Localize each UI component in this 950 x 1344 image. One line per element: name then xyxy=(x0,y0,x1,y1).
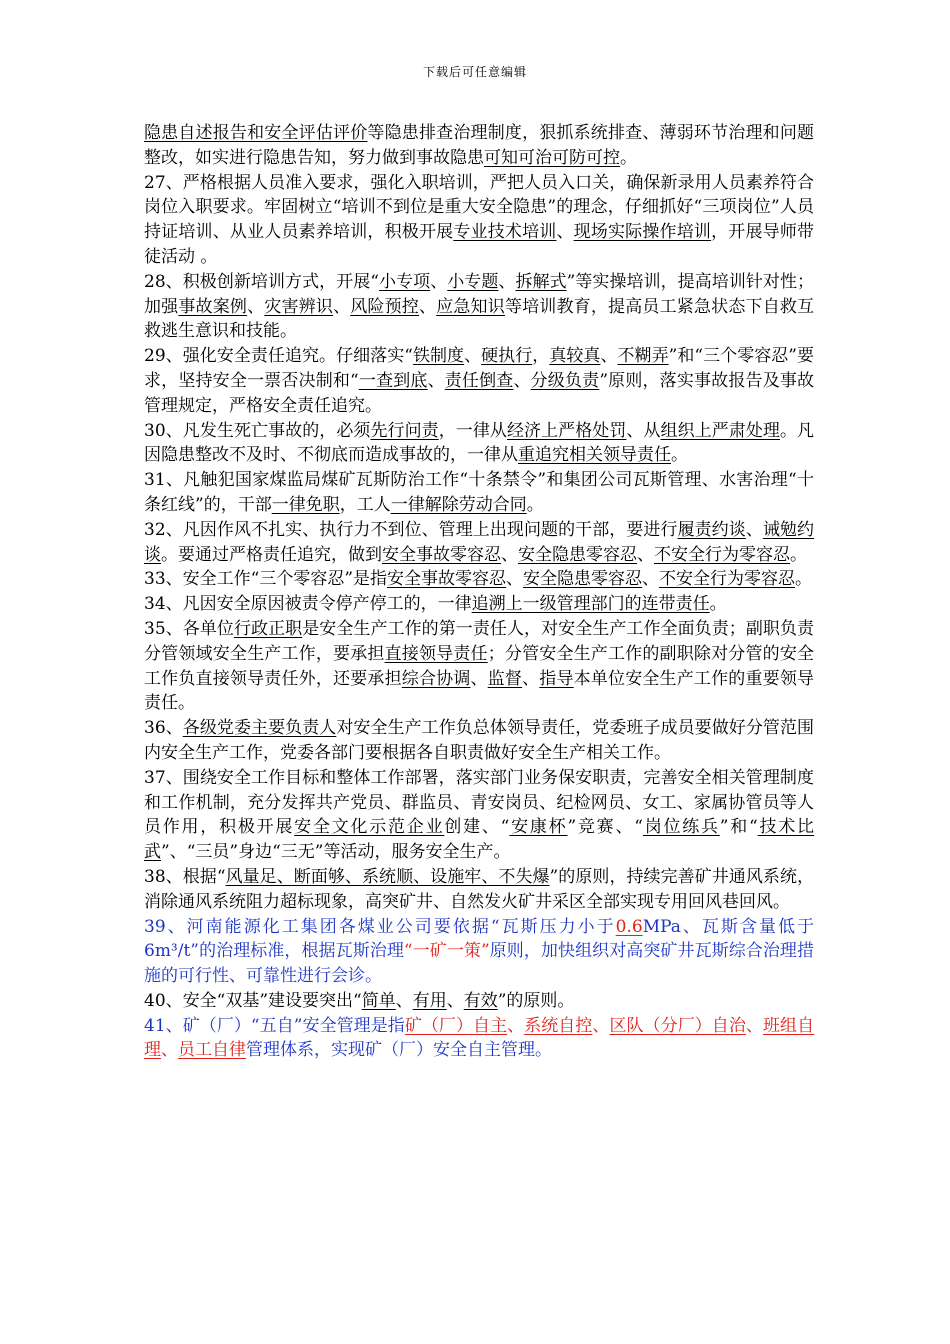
underlined-text: 现场实际操作培训 xyxy=(573,222,712,243)
body-text: 、 xyxy=(592,1015,610,1036)
body-text: 37、围绕安全工作目标和整体工作部署，落实部门业务保安职责，完善安全相关管理制度和工作机制，充分发挥共产党员、群监员、青安岗员、纪检网员、女工、家属协管员等人员作用，积极开展 xyxy=(144,767,814,838)
underlined-text: 一查到底 xyxy=(358,370,428,391)
body-text: 41、矿（厂）“五自”安全管理是指 xyxy=(144,1015,405,1036)
underlined-text: 监督 xyxy=(487,668,523,689)
body-text: 27、严格根据人员准入要求，强化入职培训，严把人员入口关，确保新录用人员素养符合岗位入职要求。牢固树立“培训不到位是重大安全隐患”的理念，仔细抓好“三项岗位”人员持证培训、从业人员素养培训，积极开展 xyxy=(144,172,814,243)
underlined-text: 风险预控 xyxy=(350,296,419,317)
body-text: 29、强化安全责任追究。仔细落实“ xyxy=(144,346,413,367)
body-text: 、 xyxy=(507,1015,525,1036)
underlined-text: 应急知识 xyxy=(436,296,505,317)
body-text: 。凡因隐患整改不及时、不彻底而造成事故的，一律从 xyxy=(144,420,815,466)
body-text: 28、积极创新培训方式，开展“ xyxy=(144,271,379,292)
body-text: 、 xyxy=(745,519,763,540)
underlined-text: 真较真 xyxy=(549,346,601,367)
body-text: 。 xyxy=(709,594,727,615)
underlined-text: 追溯上一级管理部门的连带责任 xyxy=(471,594,710,615)
paragraph-p31 xyxy=(144,468,814,518)
underlined-text: 拆解式 xyxy=(515,271,567,292)
paragraph-p40 xyxy=(144,989,814,1014)
body-text: 34、凡因安全原因被责令停产停工的，一律 xyxy=(144,594,472,615)
body-text: 等隐患排查治理制度，狠抓系统排查、薄弱环节治理和问题整改，如实进行隐患告知，努力做到事故隐患 xyxy=(144,123,815,168)
body-text: 、 xyxy=(333,296,351,317)
body-text: 、 xyxy=(506,569,524,590)
underlined-text: 安全事故零容忍 xyxy=(382,544,501,565)
body-text: 本单位安全生产工作的重要领导责任。 xyxy=(144,668,815,714)
body-text: 、从 xyxy=(626,420,661,441)
body-text: ，工人 xyxy=(339,494,391,515)
underlined-text: 有效 xyxy=(463,990,498,1011)
body-text: 40、安全“双基”建设要突出“ xyxy=(144,990,362,1011)
underlined-text: 系统自控 xyxy=(524,1015,593,1036)
underlined-text: 直接领导责任 xyxy=(384,643,488,664)
body-text: 、 xyxy=(522,668,540,689)
paragraph-p33 xyxy=(144,567,814,592)
paragraph-p36 xyxy=(144,716,814,766)
underlined-text: 风量足、断面够、系统顺、设施牢、不失爆 xyxy=(225,866,550,887)
underlined-text: 小专题 xyxy=(447,271,499,292)
underlined-text: 技术比武 xyxy=(144,817,815,863)
underlined-text: 不糊弄 xyxy=(617,346,669,367)
body-text: 、 xyxy=(161,1040,178,1061)
body-text: 。 xyxy=(671,445,688,466)
paragraph-p27 xyxy=(144,171,814,270)
underlined-text: 安康杯 xyxy=(509,817,568,838)
page-header: 下载后可任意编辑 xyxy=(422,65,527,79)
underlined-text: 可知可治可防可控 xyxy=(484,147,620,168)
body-text: 、 xyxy=(464,346,482,367)
paragraph-p28 xyxy=(144,270,814,344)
body-text: ”的原则，持续完善矿井通风系统，消除通风系统阻力超标现象，高突矿井、自然发火矿井采区全部实现专用回风巷回风。 xyxy=(144,866,814,912)
paragraph-p34 xyxy=(144,592,814,617)
body-text: 管理体系，实现矿（厂）安全自主管理。 xyxy=(246,1040,552,1061)
body-text: 、 xyxy=(395,990,413,1011)
underlined-text: 指导 xyxy=(539,668,574,689)
body-text: 、 xyxy=(600,346,618,367)
body-text: 、 xyxy=(501,544,518,565)
paragraph-p38 xyxy=(144,865,814,915)
body-text: 。 xyxy=(790,544,807,565)
underlined-text: 区队（分厂）自治 xyxy=(609,1015,746,1036)
underlined-text: 综合协调 xyxy=(401,668,471,689)
underlined-text: 重追究相关领导责任 xyxy=(518,445,671,466)
body-text: 、 xyxy=(419,296,437,317)
underlined-text: 各级党委主要负责人 xyxy=(182,718,337,739)
underlined-text: 岗位练兵 xyxy=(642,817,720,838)
body-text: 是安全生产工作的第一责任人，对安全生产工作全面负责；副职负责分管领域安全生产工作，要承担 xyxy=(144,618,815,664)
body-text: ”原则，落实事故报告及事故管理规定，严格安全责任追究。 xyxy=(144,370,815,416)
body-text: 30、凡发生死亡事故的，必须 xyxy=(144,420,371,441)
body-text: 。 xyxy=(526,494,544,515)
body-text: 、 xyxy=(745,1015,763,1036)
paragraph-p32 xyxy=(144,518,814,568)
body-text: ，一律从 xyxy=(438,420,507,441)
underlined-text: 安全文化示范企业 xyxy=(294,817,445,838)
document-body xyxy=(144,121,814,1063)
body-text: ，开展导师带徒活动 。 xyxy=(144,222,815,267)
body-text: 33、安全工作“三个零容忍”是指 xyxy=(144,569,388,590)
body-text: ”和“三个零容忍”要求，坚持安全一票否决制和“ xyxy=(144,346,815,391)
underlined-text: 灾害辨识 xyxy=(264,296,334,317)
underlined-text: 一律免职 xyxy=(271,494,340,515)
body-text: 、 xyxy=(427,370,445,391)
underlined-text: 简单 xyxy=(361,990,396,1011)
body-text: ”、“三员”身边“三无”等活动，服务安全生产。 xyxy=(161,842,511,863)
underlined-text: 班组自理 xyxy=(144,1015,815,1061)
body-text: 。 xyxy=(795,569,813,590)
underlined-text: 行政正职 xyxy=(233,618,303,639)
underlined-text: 安全隐患零容忍 xyxy=(523,569,643,590)
body-text: ”和“ xyxy=(719,817,758,838)
paragraph-p26-cont xyxy=(144,121,814,171)
body-text: ”等实操培训，提高培训针对性；加强 xyxy=(144,271,815,317)
underlined-text: 硬执行 xyxy=(481,346,533,367)
body-text: 、 xyxy=(470,668,488,689)
underlined-text: 分级负责 xyxy=(530,370,600,391)
body-text: 。 xyxy=(620,147,637,168)
underlined-text: 铁制度 xyxy=(412,346,465,367)
body-text: 32、凡因作风不扎实、执行力不到位、管理上出现问题的干部，要进行 xyxy=(144,519,678,540)
body-text: ”竞赛、“ xyxy=(567,817,643,838)
body-text: ， xyxy=(532,346,550,367)
body-text: 创建、“ xyxy=(444,817,510,838)
body-text: 、 xyxy=(430,271,448,292)
body-text: 、 xyxy=(446,990,464,1011)
underlined-text: 不安全行为零容忍 xyxy=(654,544,790,565)
underlined-text: 有用 xyxy=(412,990,447,1011)
paragraph-p29 xyxy=(144,344,814,418)
underlined-text: 经济上严格处罚 xyxy=(506,420,627,441)
body-text: 、 xyxy=(642,569,660,590)
underlined-text: 履责约谈 xyxy=(677,519,746,540)
body-text: 、 xyxy=(637,544,654,565)
underlined-text: 不安全行为零容忍 xyxy=(659,569,796,590)
body-text: MPa、瓦斯含量低于6m³/t”的治理标准，根据瓦斯治理 xyxy=(144,916,814,962)
underlined-text: 事故案例 xyxy=(178,296,248,317)
body-text: 、 xyxy=(247,296,265,317)
body-text: 35、各单位 xyxy=(144,618,234,639)
body-text: 。要通过严格责任追究，做到 xyxy=(161,544,382,565)
body-text: 原则，加快组织对高突矿井瓦斯综合治理措施的可行性、可靠性进行会诊。 xyxy=(144,941,814,987)
body-text: 36、 xyxy=(144,718,183,739)
underlined-text: 员工自律 xyxy=(178,1040,246,1061)
paragraph-p37 xyxy=(144,766,814,865)
underlined-text: 隐患自述报告和安全评估评价 xyxy=(144,123,368,143)
paragraph-p41 xyxy=(144,1014,814,1064)
underlined-text: 责任倒查 xyxy=(444,370,514,391)
underlined-text: 一律解除劳动合同 xyxy=(390,494,527,515)
underlined-text: 安全事故零容忍 xyxy=(387,569,507,590)
underlined-text: 组织上严肃处理 xyxy=(660,420,780,441)
body-text: 、 xyxy=(513,370,531,391)
paragraph-p35 xyxy=(144,617,814,716)
paragraph-p39 xyxy=(144,915,814,989)
body-text: 对安全生产工作负总体领导责任，党委班子成员要做好分管范围内安全生产工作，党委各部门要根据各自职责做好安全生产相关工作。 xyxy=(144,718,815,763)
underlined-text: 诫勉约谈 xyxy=(144,519,814,565)
body-text: 39、河南能源化工集团各煤业公司要依据“瓦斯压力小于 xyxy=(144,916,616,937)
underlined-text: 专业技术培训 xyxy=(453,222,557,243)
paragraph-p30 xyxy=(144,419,814,469)
body-text: ；分管安全生产工作的副职除对分管的安全工作负直接领导责任外，还要承担 xyxy=(144,643,815,689)
body-text: 38、根据“ xyxy=(144,866,226,887)
underlined-text: 小专项 xyxy=(378,271,431,292)
body-text: ”的原则。 xyxy=(497,990,575,1011)
body-text: 、 xyxy=(498,271,516,292)
body-text: 等培训教育，提高员工紧急状态下自救互救逃生意识和技能。 xyxy=(144,296,815,342)
underlined-text: 0.6 xyxy=(615,916,643,937)
body-text: 31、凡触犯国家煤监局煤矿瓦斯防治工作“十条禁令”和集团公司瓦斯管理、水害治理“十条红线”的，干部 xyxy=(144,470,814,515)
underlined-text: 安全隐患零容忍 xyxy=(518,544,637,565)
underlined-text: 矿（厂）自主 xyxy=(404,1015,508,1036)
body-text: “一矿一策” xyxy=(403,941,490,962)
body-text: 、 xyxy=(556,222,574,243)
underlined-text: 先行问责 xyxy=(370,420,439,441)
